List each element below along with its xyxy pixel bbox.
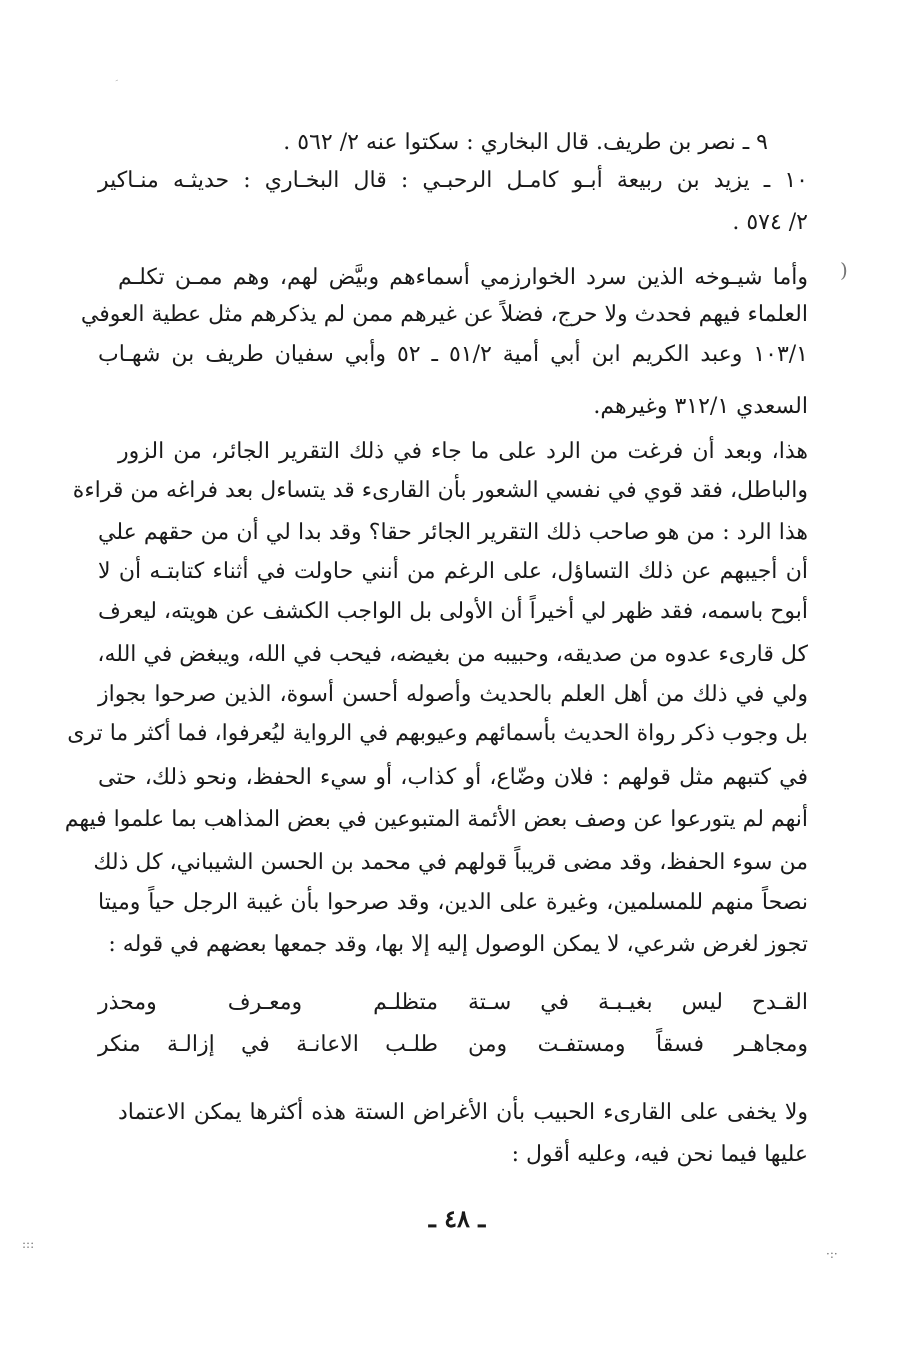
- paragraph-line: ولا يخفى على القارىء الحبيب بأن الأغراض الستة هذه أكثرها يمكن الاعتماد: [118, 1100, 808, 1125]
- poem-verse: [98, 1030, 808, 1060]
- scan-speck: ): [840, 258, 848, 282]
- page-number: ـ ٤٨ ـ: [428, 1204, 486, 1233]
- paragraph-line: في كتبهم مثل قولهم : فلان وضّاع، أو كذاب، أو سيء الحفظ، ونحو ذلك، حتى: [98, 765, 808, 790]
- paragraph-line: العلماء فيهم فحدث ولا حرج، فضلاً عن غيرهم ممن لم يذكرهم مثل عطية العوفي: [80, 302, 808, 327]
- paragraph-line: أن أجيبهم عن ذلك التساؤل، على الرغم من أنني حاولت في أثناء كتابتـه أن لا: [98, 559, 808, 584]
- paragraph-line: عليها فيما نحن فيه، وعليه أقول :: [511, 1142, 808, 1167]
- paragraph-line: وأما شيـوخه الذين سرد الخوارزمي أسماءهم وبيَّض لهم، وهم ممـن تكلـم: [118, 265, 808, 290]
- list-item: ١٠ ـ يزيد بن ربيعة أبـو كامـل الرحبـي : قال البخـاري : حديثـه منـاكير: [98, 168, 808, 193]
- verse-second-hemistich: متظلـم ومعـرف ومحذر: [98, 990, 438, 1015]
- paragraph-line: بل وجوب ذكر رواة الحديث بأسمائهم وعيوبهم في الرواية ليُعرفوا، فما أكثر ما ترى: [67, 721, 808, 746]
- paragraph-line: والباطل، فقد قوي في نفسي الشعور بأن القارىء قد يتساءل بعد فراغه من قراءة: [72, 478, 808, 503]
- paragraph-line: ١٠٣/١ وعبد الكريم ابن أبي أمية ٥١/٢ ـ ٥٢ وأبي سفيان طريف بن شهـاب: [98, 342, 808, 367]
- list-item: ٩ ـ نصر بن طريف. قال البخاري : سكتوا عنه ٢/ ٥٦٢ .: [283, 130, 768, 155]
- paragraph-line: السعدي ٣١٢/١ وغيرهم.: [593, 394, 808, 419]
- paragraph-line: أبوح باسمه، فقد ظهر لي أخيراً أن الأولى بل الواجب الكشف عن هويته، ليعرف: [98, 599, 809, 624]
- list-item-continuation: ٢/ ٥٧٤ .: [732, 210, 808, 235]
- paragraph-line: من سوء الحفظ، وقد مضى قريباً قولهم في محمد بن الحسن الشيباني، كل ذلك: [93, 850, 808, 875]
- paragraph-line: نصحاً منهم للمسلمين، وغيرة على الدين، وقد صرحوا بأن غيبة الرجل حياً وميتا: [98, 890, 808, 915]
- paragraph-line: هذا، وبعد أن فرغت من الرد على ما جاء في ذلك التقرير الجائر، من الزور: [118, 439, 808, 464]
- paragraph-line: تجوز لغرض شرعي، لا يمكن الوصول إليه إلا بها، وقد جمعها بعضهم في قوله :: [108, 932, 808, 957]
- scan-speck: :::: [22, 1237, 35, 1251]
- paragraph-line: هذا الرد : من هو صاحب ذلك التقرير الجائر حقا؟ وقد بدا لي أن من حقهم علي: [98, 520, 808, 545]
- paragraph-line: ولي في ذلك من أهل العلم بالحديث وأصوله أحسن أسوة، الذين صرحوا بجواز: [98, 682, 808, 707]
- poem-verse: [98, 988, 808, 1018]
- verse-first-hemistich: القـدح ليس بغيـبـة في سـتة: [468, 990, 808, 1015]
- paragraph-line: كل قارىء عدوه من صديقه، وحبيبه من بغيضه، فيحب في الله، ويبغض في الله،: [97, 642, 808, 667]
- scan-speck: ·:·: [826, 1247, 838, 1261]
- paragraph-line: أنهم لم يتورعوا عن وصف بعض الأئمة المتبوعين في بعض المذاهب بما علموا فيهم: [64, 807, 808, 832]
- verse-first-hemistich: ومجاهـر فسقاً ومستفـت ومن: [468, 1032, 808, 1057]
- verse-second-hemistich: طلـب الاعانـة في إزالـة منكر: [98, 1032, 438, 1057]
